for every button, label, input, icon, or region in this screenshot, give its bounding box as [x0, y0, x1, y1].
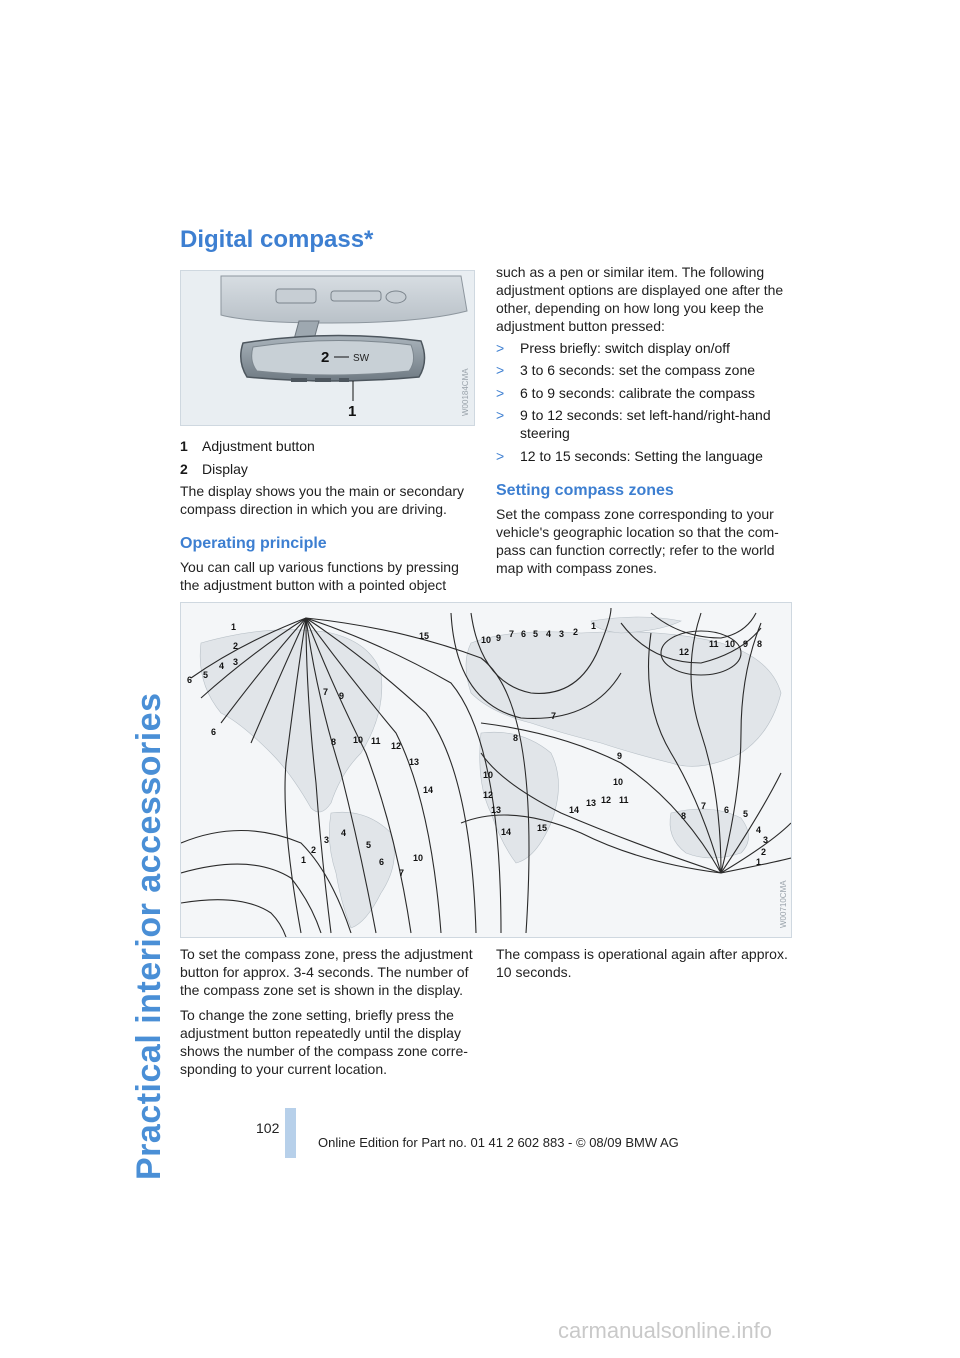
zone-label: 9 [496, 633, 502, 643]
bullet-marker: > [496, 362, 505, 378]
zone-label: 7 [509, 629, 515, 639]
legend-item-1 [180, 437, 315, 455]
bullet-text: 6 to 9 seconds: calibrate the compass [520, 385, 756, 401]
footer-accent-bar [285, 1108, 296, 1158]
zone-label: 2 [233, 641, 239, 651]
zone-label: 12 [391, 741, 402, 751]
zone-label: 4 [219, 661, 225, 671]
zone-label: 2 [761, 847, 767, 857]
zone-label: 11 [371, 736, 381, 746]
zone-label: 12 [679, 647, 690, 657]
intro-paragraph: The display shows you the main or secondary compass direction in which you are driving. [180, 483, 465, 517]
legend-number: 2 [180, 461, 188, 477]
zone-label: 9 [743, 639, 749, 649]
zone-label: 1 [301, 855, 307, 865]
bullet-text: 12 to 15 seconds: Setting the language [520, 448, 763, 464]
bullet-item [496, 384, 796, 402]
operating-principle-text: You can call up various functions by pressing the adjustment button with a pointed object [180, 559, 459, 593]
zone-label: 5 [366, 840, 372, 850]
zone-label: 5 [203, 670, 209, 680]
set-zone-paragraph: To set the compass zone, press the adjustment button for approx. 3-4 seconds. The number of the compass zone set is shown in the display. [180, 946, 473, 998]
bullet-item [496, 406, 796, 442]
zone-label: 6 [521, 629, 527, 639]
bullet-marker: > [496, 385, 505, 401]
operating-principle-continued: such as a pen or similar item. The following adjustment options are displayed one after the other, depending on how long you keep the adjustment button pressed: [496, 264, 784, 334]
zone-label: 15 [419, 631, 430, 641]
operating-principle-heading: Operating principle [180, 535, 327, 552]
zone-label: 8 [681, 811, 687, 821]
page-number: 102 [256, 1120, 280, 1136]
section-title: Digital compass* [180, 226, 374, 253]
bullet-text: Press briefly: switch display on/off [520, 340, 730, 356]
rearview-mirror-illustration [181, 271, 474, 425]
zone-label: 7 [551, 711, 557, 721]
zone-label: 11 [619, 795, 629, 805]
rearview-mirror-figure [180, 270, 475, 426]
display-readout: SW [353, 353, 370, 364]
bullet-text: 3 to 6 seconds: set the compass zone [520, 362, 756, 378]
zone-label: 12 [601, 795, 612, 805]
zone-label: 1 [756, 857, 762, 867]
legend-label: Display [202, 461, 248, 477]
zone-label: 14 [569, 805, 580, 815]
bullet-item [496, 447, 796, 465]
zone-label: 13 [491, 805, 502, 815]
compass-zone-map [181, 603, 791, 937]
zone-label: 3 [324, 835, 330, 845]
zone-label: 10 [613, 777, 624, 787]
chapter-sidebar-title [126, 230, 166, 1180]
zone-label: 5 [533, 629, 539, 639]
zone-label: 7 [701, 801, 707, 811]
zone-label: 15 [537, 823, 548, 833]
zone-label: 10 [353, 735, 364, 745]
zone-label: 3 [233, 657, 239, 667]
zone-label: 10 [413, 853, 424, 863]
mirror-image-code: W00184CMA [461, 368, 470, 416]
zone-label: 14 [501, 827, 512, 837]
zone-label: 4 [756, 825, 762, 835]
zone-label: 13 [409, 757, 420, 767]
bullet-marker: > [496, 340, 505, 356]
bullet-marker: > [496, 448, 505, 464]
chapter-title-text: Practical interior accessories [130, 692, 168, 1180]
zone-label: 9 [617, 751, 623, 761]
map-image-code: W00710CMA [779, 880, 788, 928]
zone-label: 6 [211, 727, 217, 737]
edition-note: Online Edition for Part no. 01 41 2 602 883 - © 08/09 BMW AG [318, 1135, 679, 1150]
zone-label: 7 [323, 687, 329, 697]
zone-label: 11 [709, 639, 719, 649]
zone-label: 9 [339, 691, 345, 701]
zone-label: 8 [757, 639, 763, 649]
legend-item-2 [180, 460, 248, 478]
compass-zones-heading: Setting compass zones [496, 482, 674, 499]
zone-label: 13 [586, 798, 597, 808]
zone-label: 3 [763, 835, 769, 845]
zone-label: 12 [483, 790, 494, 800]
zone-label: 8 [513, 733, 519, 743]
world-map-compass-zones-figure [180, 602, 792, 938]
site-watermark: carmanualsonline.info [558, 1318, 773, 1343]
zone-label: 1 [231, 622, 237, 632]
zone-label: 8 [331, 737, 337, 747]
compass-zones-text: Set the compass zone corresponding to your vehicle's geographic location so that the com-pass can function correctly; refer to the world map with compass zones. [496, 506, 779, 576]
zone-label: 4 [341, 828, 347, 838]
callout-1: 1 [348, 403, 357, 420]
zone-label: 3 [559, 629, 565, 639]
change-zone-paragraph: To change the zone setting, briefly press the adjustment button repeatedly until the display shows the number of the compass zone corre-sponding to your current location. [180, 1007, 468, 1077]
zone-label: 5 [743, 809, 749, 819]
callout-2: 2 [321, 349, 330, 366]
zone-label: 4 [546, 629, 552, 639]
zone-label: 10 [481, 635, 492, 645]
zone-label: 10 [725, 639, 736, 649]
zone-label: 6 [724, 805, 730, 815]
zone-label: 10 [483, 770, 494, 780]
zone-label: 7 [399, 868, 405, 878]
zone-label: 2 [311, 845, 317, 855]
operational-again-paragraph: The compass is operational again after approx. 10 seconds. [496, 946, 788, 980]
legend-number: 1 [180, 438, 188, 454]
zone-label: 1 [591, 621, 597, 631]
bullet-item [496, 339, 796, 357]
bullet-text: 9 to 12 seconds: set left-hand/right-hand steering [520, 407, 771, 441]
zone-label: 6 [379, 857, 385, 867]
legend-label: Adjustment button [202, 438, 315, 454]
zone-label: 2 [573, 627, 579, 637]
bullet-item [496, 361, 796, 379]
bullet-marker: > [496, 407, 505, 423]
zone-label: 6 [187, 675, 193, 685]
zone-label: 14 [423, 785, 434, 795]
